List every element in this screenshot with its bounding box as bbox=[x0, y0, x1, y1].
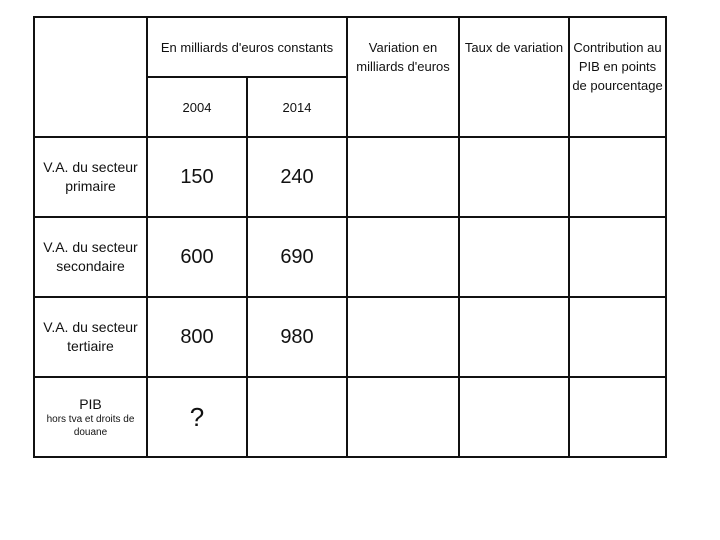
year-2004-header: 2004 bbox=[147, 77, 247, 137]
growth-rate-cell bbox=[459, 297, 569, 377]
pib-label: PIB bbox=[79, 396, 102, 412]
variation-cell bbox=[347, 217, 459, 297]
row-label: V.A. du secteur primaire bbox=[34, 137, 147, 217]
economic-data-table bbox=[33, 16, 667, 458]
pib-value-2014 bbox=[247, 377, 347, 457]
table-row-pib bbox=[34, 377, 666, 457]
contribution-header: Contribution au PIB en points de pourcentage bbox=[569, 17, 666, 137]
growth-rate-cell bbox=[459, 377, 569, 457]
row-label: V.A. du secteur secondaire bbox=[34, 217, 147, 297]
value-2004: 800 bbox=[147, 297, 247, 377]
constant-euros-group-header: En milliards d'euros constants bbox=[147, 17, 347, 77]
variation-cell bbox=[347, 297, 459, 377]
growth-rate-cell bbox=[459, 217, 569, 297]
contribution-cell bbox=[569, 137, 666, 217]
variation-header: Variation en milliards d'euros bbox=[347, 17, 459, 137]
variation-cell bbox=[347, 377, 459, 457]
table-row-tertiary bbox=[34, 297, 666, 377]
year-2014-header: 2014 bbox=[247, 77, 347, 137]
pib-sublabel: hors tva et droits de douane bbox=[46, 414, 135, 438]
contribution-cell bbox=[569, 217, 666, 297]
value-2014: 690 bbox=[247, 217, 347, 297]
table-row-secondary bbox=[34, 217, 666, 297]
growth-rate-cell bbox=[459, 137, 569, 217]
value-2004: 150 bbox=[147, 137, 247, 217]
corner-cell bbox=[34, 17, 147, 137]
table-row-primary bbox=[34, 137, 666, 217]
value-2014: 980 bbox=[247, 297, 347, 377]
pib-row-label bbox=[34, 377, 147, 457]
value-2014: 240 bbox=[247, 137, 347, 217]
pib-value-2004: ? bbox=[147, 377, 247, 457]
value-2004: 600 bbox=[147, 217, 247, 297]
variation-cell bbox=[347, 137, 459, 217]
contribution-cell bbox=[569, 297, 666, 377]
row-label: V.A. du secteur tertiaire bbox=[34, 297, 147, 377]
contribution-cell bbox=[569, 377, 666, 457]
growth-rate-header: Taux de variation bbox=[459, 17, 569, 137]
